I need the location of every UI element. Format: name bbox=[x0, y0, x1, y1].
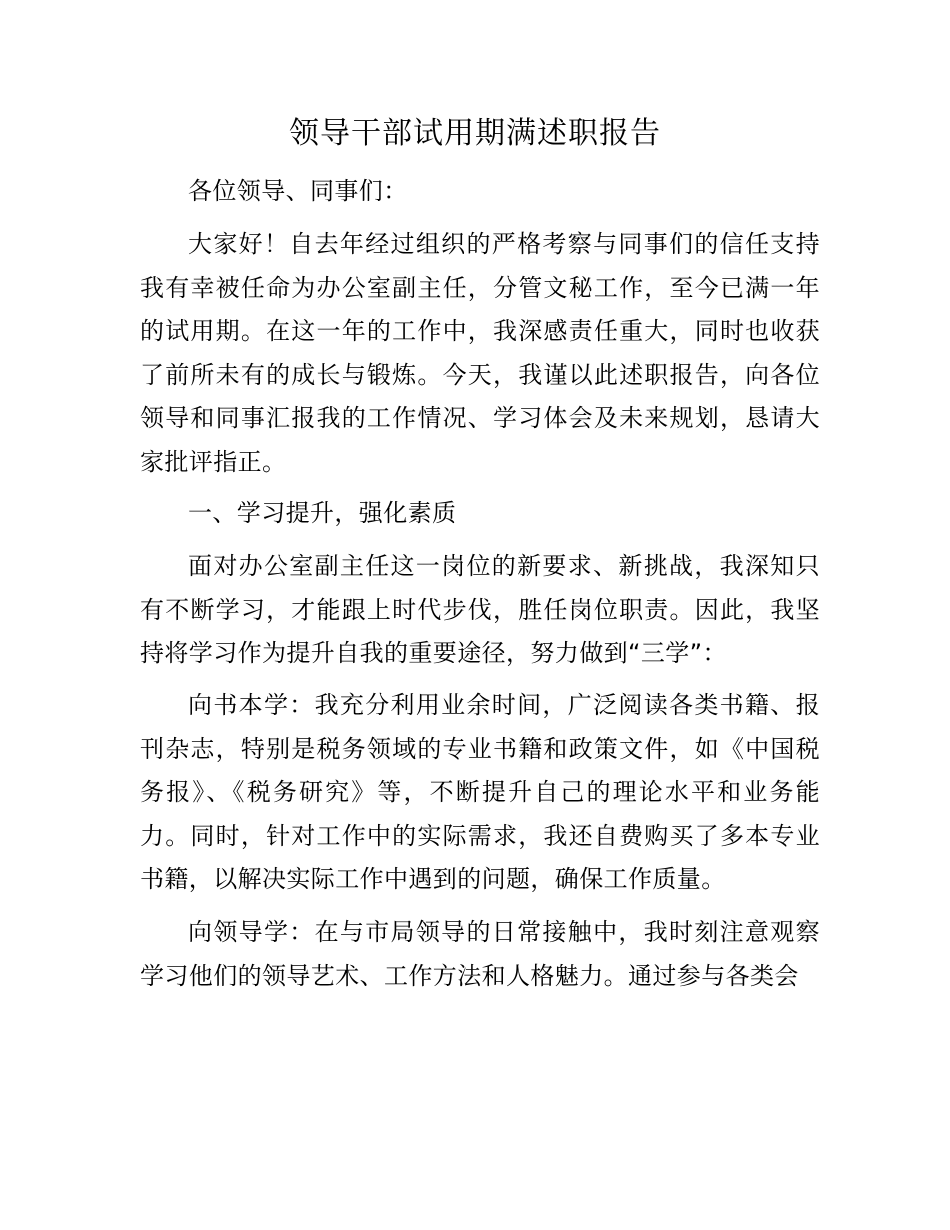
document-title: 领导干部试用期满述职报告 bbox=[289, 116, 661, 151]
intro-paragraph: 大家好！自去年经过组织的严格考察与同事们的信任支持我有幸被任命为办公室副主任，分管文秘工作，至今已满一年的试用期。在这一年的工作中，我深感责任重大，同时也收获了前所未有的成长与锻炼。今天，我谨以此述职报告，向各位领导和同事汇报我的工作情况、学习体会及未来规划，恳请大家批评指正。 bbox=[140, 230, 820, 476]
learn-from-leaders-paragraph: 向领导学：在与市局领导的日常接触中，我时刻注意观察学习他们的领导艺术、工作方法和人格魅力。通过参与各类会 bbox=[140, 918, 820, 990]
study-paragraph: 面对办公室副主任这一岗位的新要求、新挑战，我深知只有不断学习，才能跟上时代步伐，胜任岗位职责。因此，我坚持将学习作为提升自我的重要途径，努力做到“三学”： bbox=[140, 552, 820, 668]
section-heading-study: 一、学习提升，强化素质 bbox=[188, 499, 457, 527]
greeting-paragraph: 各位领导、同事们： bbox=[188, 177, 408, 205]
learn-from-books-paragraph: 向书本学：我充分利用业余时间，广泛阅读各类书籍、报刊杂志，特别是税务领域的专业书籍和政策文件，如《中国税务报》、《税务研究》等，不断提升自己的理论水平和业务能力。同时，针对工作中的实际需求，我还自费购买了多本专业书籍，以解决实际工作中遇到的问题，确保工作质量。 bbox=[140, 691, 820, 894]
